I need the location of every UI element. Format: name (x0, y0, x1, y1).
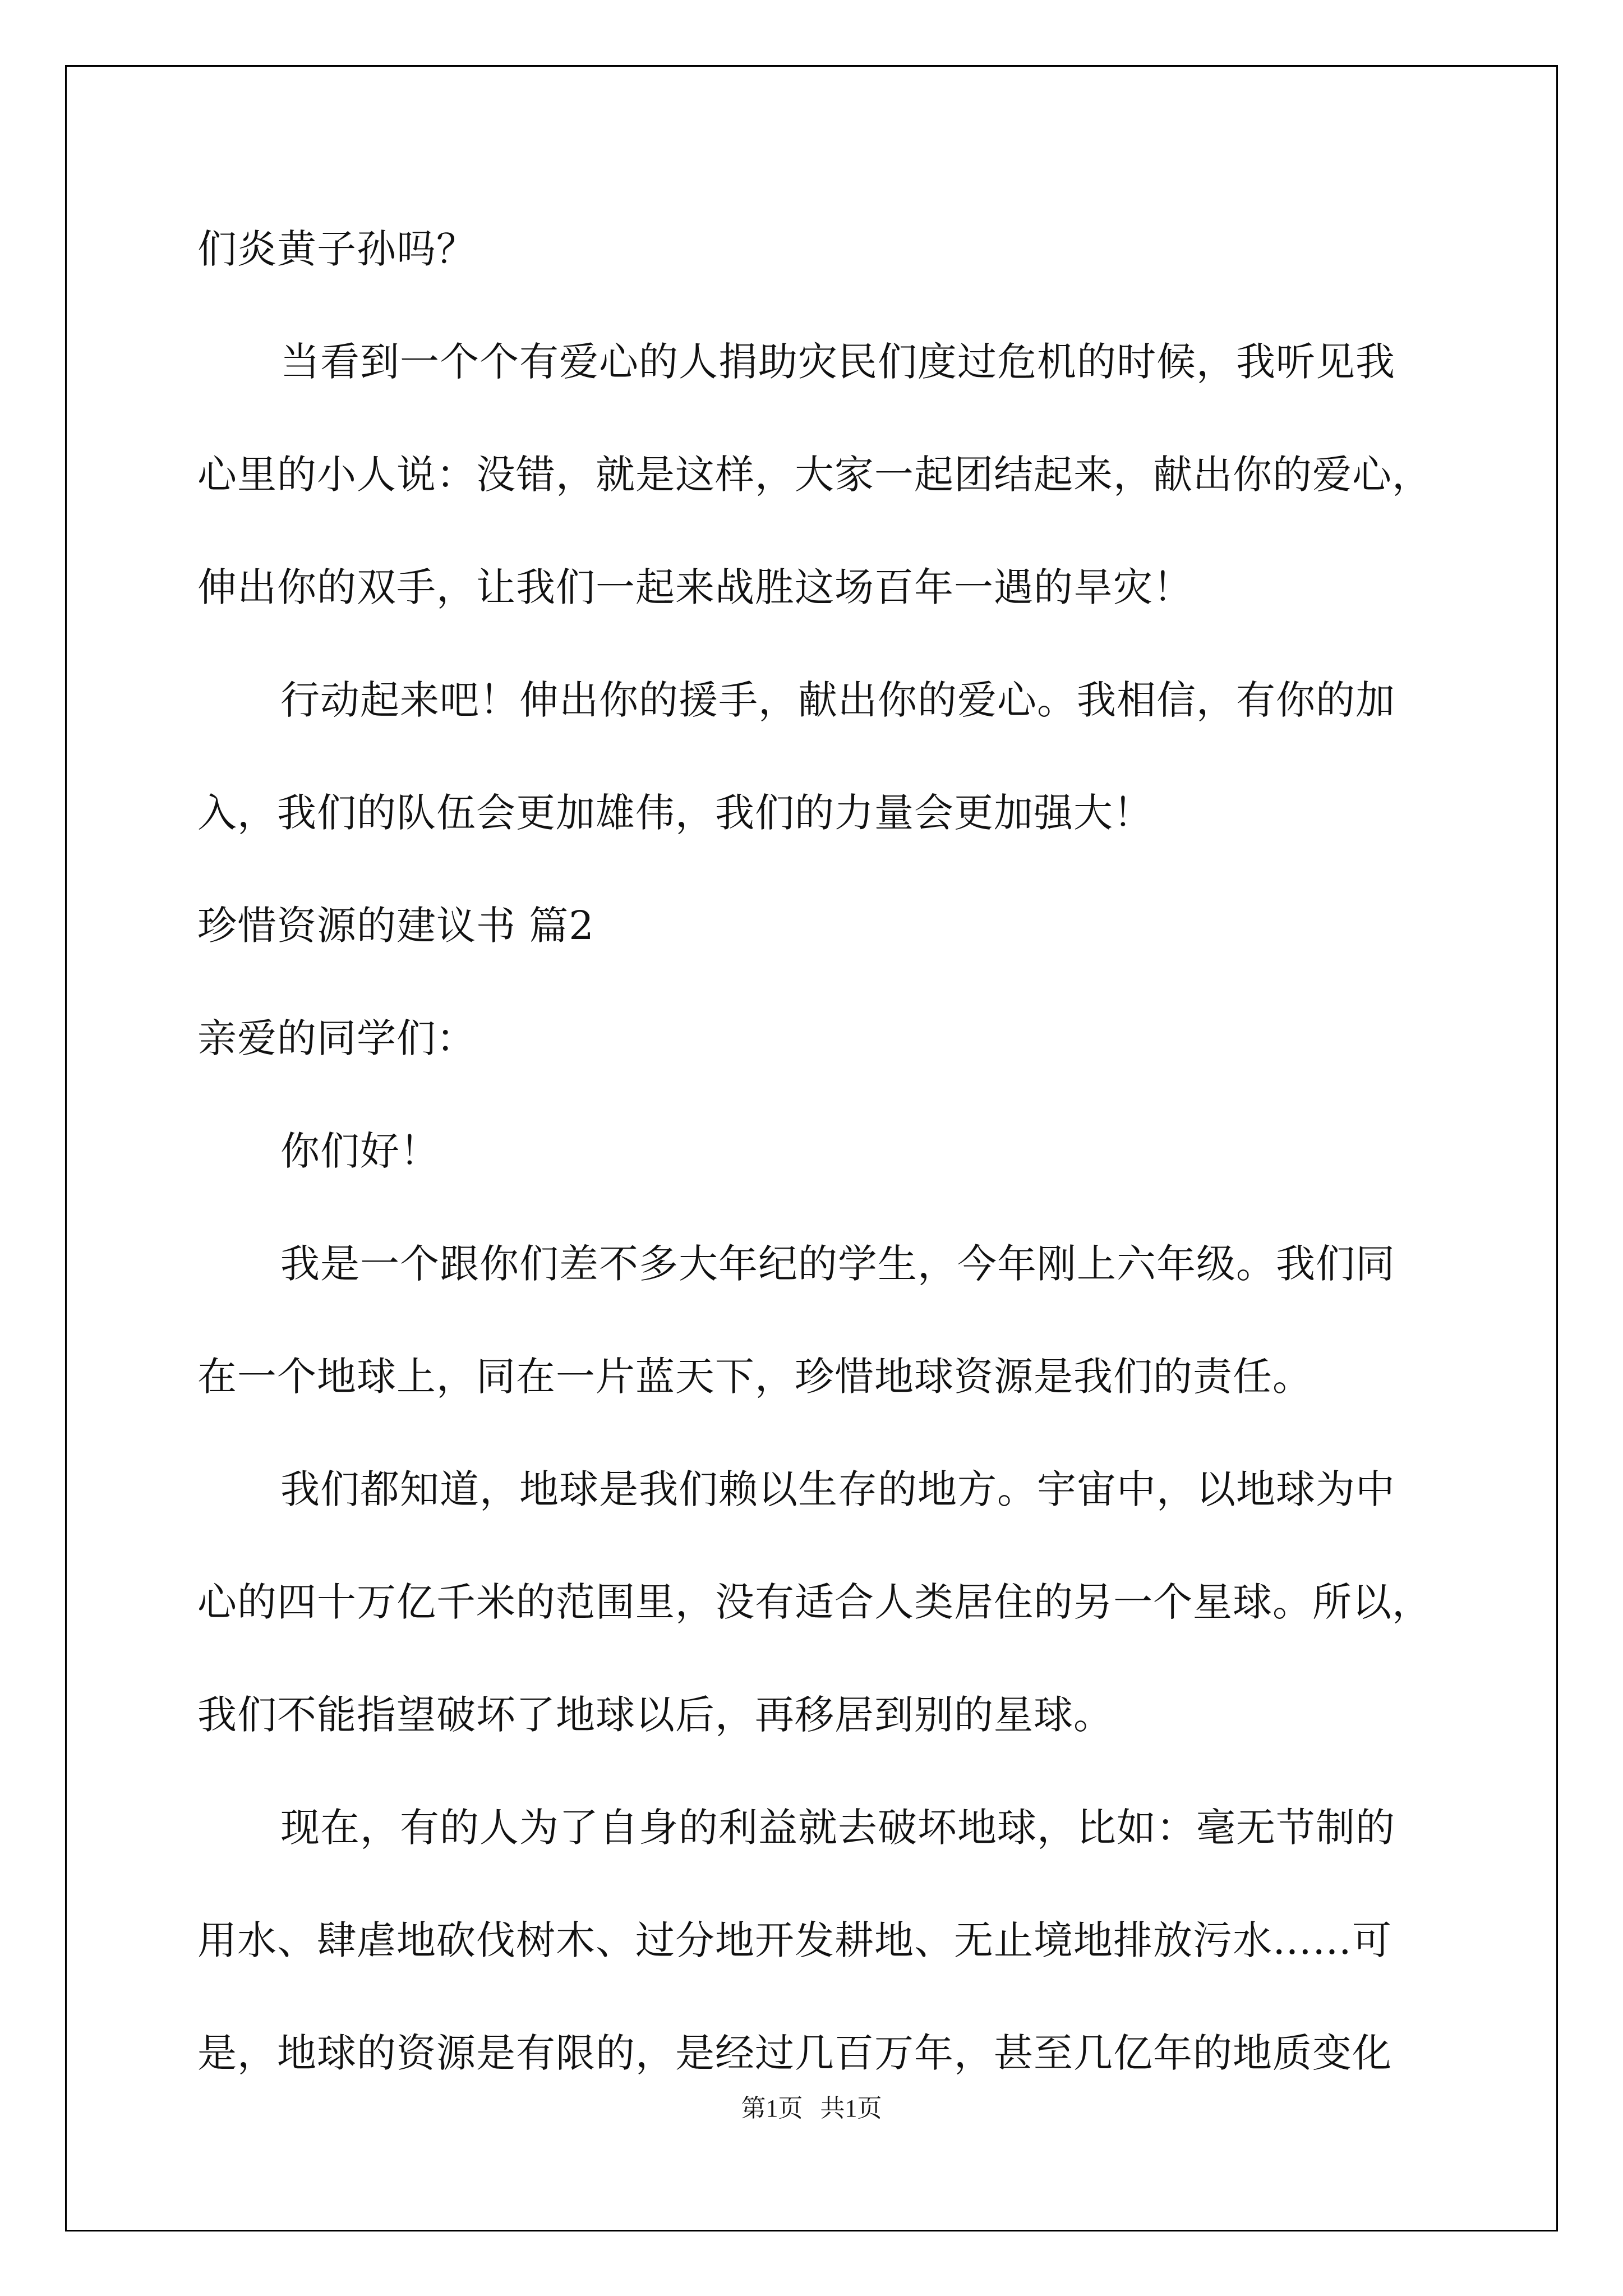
page-footer (0, 2088, 1623, 2124)
text-line: 伸出你的双手，让我们一起来战胜这场百年一遇的旱灾！ (197, 564, 1193, 610)
text-line: 入，我们的队伍会更加雄伟，我们的力量会更加强大！ (197, 790, 1153, 836)
paragraph-line: 我是一个跟你们差不多大年纪的学生，今年刚上六年级。我们同 (280, 1241, 1395, 1287)
text-line: 心里的小人说：没错，就是这样，大家一起团结起来，献出你的爱心， (197, 452, 1432, 498)
text-line: 我们不能指望破坏了地球以后，再移居到别的星球。 (197, 1692, 1113, 1738)
salutation: 亲爱的同学们： (197, 1015, 476, 1061)
page-total: 共1页 (820, 2095, 882, 2122)
text-line: 在一个地球上，同在一片蓝天下，珍惜地球资源是我们的责任。 (197, 1354, 1312, 1400)
text-line: 心的四十万亿千米的范围里，没有适合人类居住的另一个星球。所以， (197, 1579, 1432, 1625)
text-line: 用水、肆虐地砍伐树木、过分地开发耕地、无止境地排放污水……可 (197, 1917, 1392, 1963)
paragraph-line: 现在，有的人为了自身的利益就去破坏地球，比如：毫无节制的 (280, 1805, 1395, 1851)
section-heading: 珍惜资源的建议书 篇2 (197, 903, 594, 949)
paragraph-line: 当看到一个个有爱心的人捐助灾民们度过危机的时候，我听见我 (280, 339, 1395, 385)
text-line: 是，地球的资源是有限的，是经过几百万年，甚至几亿年的地质变化 (197, 2030, 1392, 2076)
text-line: 们炎黄子孙吗？ (197, 226, 476, 272)
paragraph-line: 我们都知道，地球是我们赖以生存的地方。宇宙中，以地球为中 (280, 1466, 1395, 1512)
greeting: 你们好！ (280, 1128, 440, 1174)
page-number: 第1页 (741, 2095, 803, 2122)
paragraph-line: 行动起来吧！伸出你的援手，献出你的爱心。我相信，有你的加 (280, 677, 1395, 723)
